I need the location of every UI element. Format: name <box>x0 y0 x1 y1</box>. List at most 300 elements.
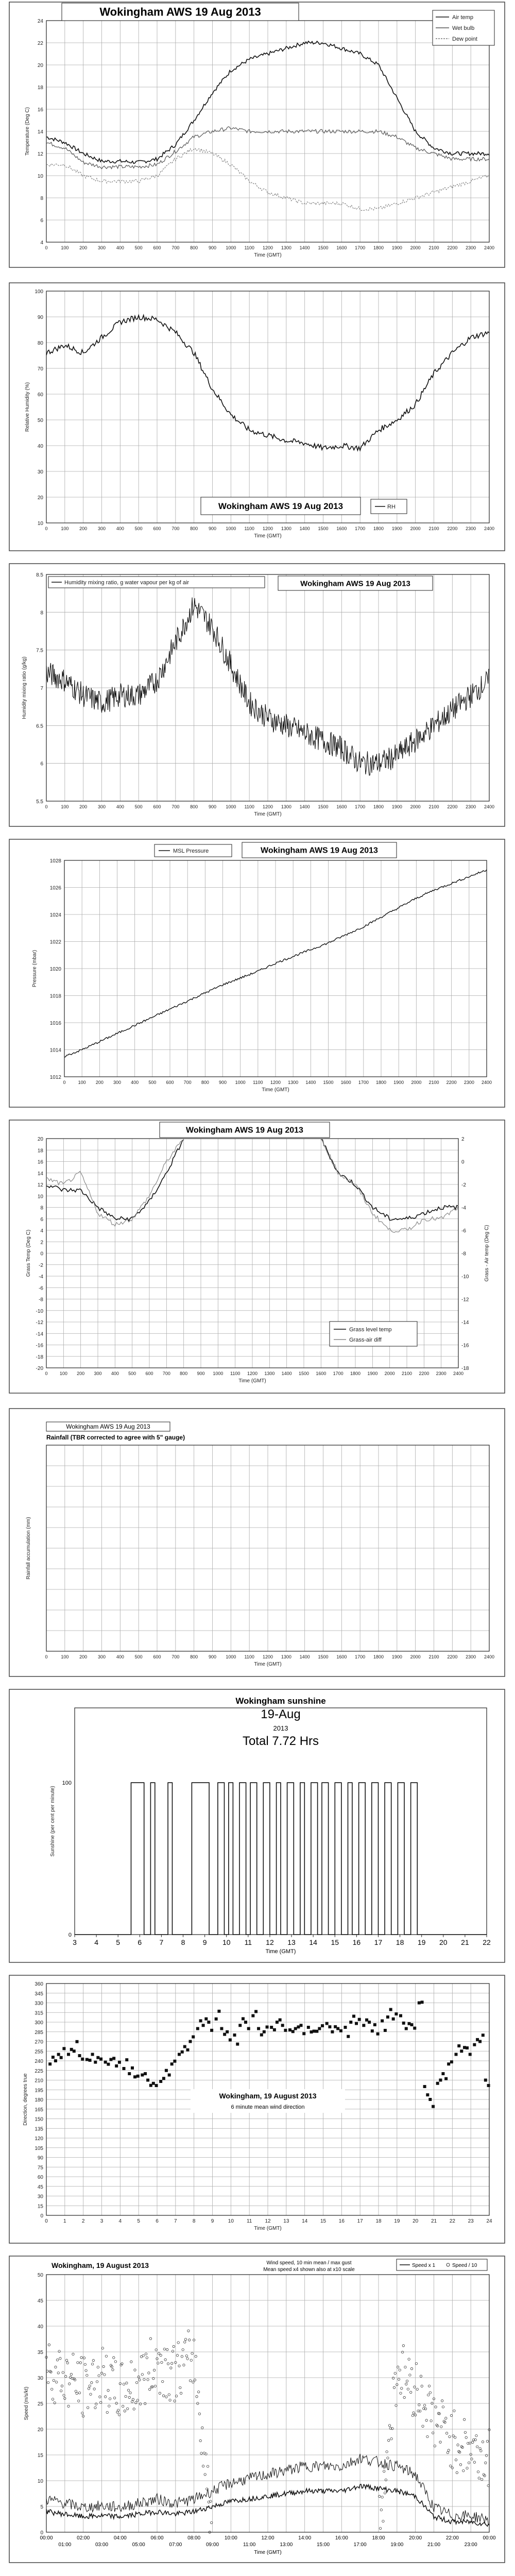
legend-label: Humidity mixing ratio, g water vapour per kg of air <box>64 580 190 586</box>
x-tick-label: 1600 <box>336 1654 347 1659</box>
x-tick-label: 2100 <box>428 526 439 531</box>
x-tick-label: 200 <box>79 245 88 250</box>
direction-point <box>328 2025 331 2028</box>
direction-point <box>381 2020 384 2023</box>
x-tick-label: 100 <box>61 526 69 531</box>
wind-direction-chart <box>0 1973 515 2246</box>
y-tick-label: 1020 <box>49 967 61 972</box>
x-tick-label: 12:00 <box>261 2535 274 2541</box>
x-tick-label: 9 <box>202 1938 207 1946</box>
direction-point <box>155 2084 158 2087</box>
y2-tick-label: -6 <box>461 1228 466 1234</box>
y-tick-label: 1022 <box>49 939 61 945</box>
direction-point <box>266 2025 269 2028</box>
x-tick-label: 1100 <box>244 804 254 809</box>
x-tick-label: 0 <box>45 526 48 531</box>
wind-speed-chart <box>0 2254 515 2566</box>
x-tick-label: 17:00 <box>353 2542 367 2548</box>
x-axis-label: Time (GMT) <box>265 1948 296 1955</box>
x-tick-label: 2000 <box>384 1371 395 1376</box>
x-tick-label: 2300 <box>466 245 476 250</box>
y-tick-label: 16 <box>37 107 43 113</box>
direction-point <box>487 2084 490 2087</box>
direction-point <box>331 2030 334 2033</box>
x-tick-label: 300 <box>113 1080 122 1085</box>
x-tick-label: 1900 <box>391 526 402 531</box>
x-tick-label: 500 <box>148 1080 157 1085</box>
x-tick-label: 1400 <box>299 245 310 250</box>
y-tick-label: 24 <box>37 19 43 24</box>
legend-label: Grass level temp <box>349 1327 392 1333</box>
x-tick-label: 900 <box>208 526 217 531</box>
y-tick-label: 12 <box>37 151 43 157</box>
direction-point <box>394 2012 398 2015</box>
direction-point <box>279 2019 282 2022</box>
direction-point <box>284 2029 287 2032</box>
x-axis-label: Time (GMT) <box>254 1662 282 1667</box>
x-tick-label: 1400 <box>281 1371 292 1376</box>
y-tick-label: 30 <box>37 2194 43 2200</box>
x-tick-label: 2100 <box>401 1371 413 1376</box>
x-tick-label: 21 <box>461 1938 469 1946</box>
x-tick-label: 900 <box>218 1080 227 1085</box>
direction-point <box>52 2056 55 2059</box>
x-tick-label: 2 <box>81 2218 85 2224</box>
y-tick-label: 10 <box>37 2479 43 2484</box>
y-tick-label: 0 <box>40 1251 43 1257</box>
y-tick-label: 18 <box>37 85 43 91</box>
y-tick-label: 8 <box>40 610 43 616</box>
x-tick-label: 1600 <box>336 526 347 531</box>
direction-point <box>349 2021 352 2024</box>
x-tick-label: 1000 <box>226 804 236 809</box>
direction-point <box>399 2014 402 2018</box>
direction-point <box>210 2029 213 2032</box>
y-tick-label: 15 <box>37 2453 43 2459</box>
x-tick-label: 1000 <box>235 1080 246 1085</box>
y2-tick-label: -16 <box>461 1343 469 1349</box>
y-tick-label: 18 <box>37 1148 43 1154</box>
x-tick-label: 1100 <box>230 1371 241 1376</box>
y-tick-label: 1028 <box>49 858 61 864</box>
chart-title: Wokingham AWS 19 Aug 2013 <box>66 1423 150 1430</box>
direction-point <box>181 2050 184 2054</box>
y-tick-label: 5 <box>40 2504 43 2510</box>
x-tick-label: 09:00 <box>205 2542 219 2548</box>
y-tick-label: 1018 <box>49 993 61 999</box>
y2-tick-label: -10 <box>461 1274 469 1280</box>
x-tick-label: 300 <box>97 804 106 809</box>
x-tick-label: 600 <box>166 1080 174 1085</box>
x-tick-label: 19 <box>394 2218 400 2224</box>
x-tick-label: 1900 <box>391 245 402 250</box>
direction-point <box>162 2077 165 2080</box>
x-tick-label: 1300 <box>264 1371 275 1376</box>
y-tick-label: 285 <box>35 2029 43 2036</box>
direction-point <box>418 2002 421 2005</box>
x-tick-label: 1600 <box>316 1371 327 1376</box>
x-tick-label: 2200 <box>447 804 458 809</box>
direction-point <box>368 2021 371 2024</box>
x-tick-label: 1900 <box>367 1371 378 1376</box>
direction-point <box>244 2021 247 2024</box>
x-tick-label: 2400 <box>484 526 495 531</box>
y-tick-label: 8.5 <box>36 572 43 578</box>
y-tick-label: 40 <box>37 2324 43 2330</box>
x-tick-label: 300 <box>97 526 106 531</box>
y-tick-label: 7.5 <box>36 648 43 654</box>
legend-label: RH <box>387 504 396 510</box>
y2-tick-label: -18 <box>461 1366 469 1371</box>
chart-title: Wokingham, 19 August 2013 <box>52 2261 149 2269</box>
x-tick-label: 2000 <box>411 1080 422 1085</box>
y-tick-label: 345 <box>35 1991 43 1997</box>
direction-point <box>207 2021 210 2024</box>
direction-point <box>199 2019 202 2022</box>
direction-point <box>413 2027 416 2030</box>
y2-axis-label: Grass - Air temp (Deg C) <box>484 1225 490 1282</box>
direction-point <box>48 2062 52 2065</box>
x-tick-label: 8 <box>192 2218 196 2224</box>
x-tick-label: 12 <box>266 1938 274 1946</box>
x-tick-label: 200 <box>79 804 88 809</box>
x-tick-label: 1700 <box>355 526 366 531</box>
x-tick-label: 1400 <box>305 1080 316 1085</box>
x-tick-label: 22 <box>483 1938 491 1946</box>
direction-point <box>421 2001 424 2004</box>
direction-point <box>94 2061 97 2064</box>
y-tick-label: 165 <box>35 2107 43 2113</box>
direction-point <box>281 2024 284 2027</box>
y-tick-label: 45 <box>37 2298 43 2304</box>
x-tick-label: 1200 <box>247 1371 258 1376</box>
direction-point <box>183 2045 186 2048</box>
direction-point <box>220 2027 223 2030</box>
y-tick-label: 25 <box>37 2401 43 2407</box>
chart-title: Wokingham AWS 19 Aug 2013 <box>300 579 410 588</box>
direction-point <box>118 2061 121 2064</box>
x-tick-label: 400 <box>111 1371 119 1376</box>
chart-title: Wokingham AWS 19 Aug 2013 <box>99 5 261 19</box>
x-tick-label: 17 <box>374 1938 383 1946</box>
panel-frame <box>9 839 505 1107</box>
x-tick-label: 1200 <box>270 1080 281 1085</box>
x-tick-label: 800 <box>190 804 198 809</box>
chart-note: Wind speed, 10 min mean / max gust <box>266 2260 352 2266</box>
legend-label: Speed x 1 <box>412 2263 436 2268</box>
y-tick-label: 80 <box>37 341 43 346</box>
y-tick-label: 90 <box>37 315 43 320</box>
x-tick-label: 8 <box>181 1938 185 1946</box>
direction-point <box>352 2014 355 2018</box>
x-tick-label: 14 <box>309 1938 317 1946</box>
x-tick-label: 2400 <box>484 804 495 809</box>
direction-point <box>339 2029 342 2032</box>
x-tick-label: 1500 <box>318 526 329 531</box>
x-tick-label: 1200 <box>262 1654 273 1659</box>
y2-tick-label: 2 <box>461 1137 465 1142</box>
x-tick-label: 3 <box>73 1938 77 1946</box>
y-tick-label: 20 <box>37 2427 43 2433</box>
x-tick-label: 6 <box>138 1938 142 1946</box>
x-tick-label: 13:00 <box>280 2542 293 2548</box>
direction-point <box>376 2032 380 2036</box>
direction-point <box>402 2022 405 2025</box>
direction-point <box>389 2008 392 2011</box>
x-tick-label: 2100 <box>428 245 439 250</box>
x-tick-label: 800 <box>201 1080 209 1085</box>
x-tick-label: 4 <box>94 1938 99 1946</box>
x-tick-label: 08:00 <box>187 2535 201 2541</box>
x-tick-label: 1700 <box>355 804 366 809</box>
x-tick-label: 1800 <box>373 526 384 531</box>
direction-point <box>173 2060 176 2063</box>
direction-point <box>386 2015 389 2019</box>
x-tick-label: 1200 <box>262 245 273 250</box>
x-tick-label: 2300 <box>464 1080 474 1085</box>
direction-point <box>307 2026 310 2029</box>
x-tick-label: 1700 <box>333 1371 344 1376</box>
x-tick-label: 800 <box>180 1371 188 1376</box>
x-tick-label: 500 <box>134 1654 143 1659</box>
y-tick-label: 20 <box>37 63 43 69</box>
x-tick-label: 1 <box>63 2218 66 2224</box>
direction-point <box>318 2027 321 2030</box>
x-tick-label: 1000 <box>213 1371 224 1376</box>
chart-title: Wokingham sunshine <box>235 1696 326 1706</box>
y-tick-label: 60 <box>37 392 43 398</box>
x-tick-label: 00:00 <box>40 2535 53 2541</box>
y-tick-label: 105 <box>35 2145 43 2151</box>
x-axis-label: Time (GMT) <box>254 252 282 258</box>
y-tick-label: 1016 <box>49 1021 61 1026</box>
x-tick-label: 1100 <box>244 245 254 250</box>
x-tick-label: 05:00 <box>132 2542 145 2548</box>
x-tick-label: 100 <box>61 245 69 250</box>
direction-point <box>466 2046 469 2049</box>
x-tick-label: 2000 <box>410 526 421 531</box>
direction-point <box>473 2043 476 2046</box>
chart-note: Mean speed x4 shown also at x10 scale <box>263 2267 355 2273</box>
x-tick-label: 200 <box>79 526 88 531</box>
x-tick-label: 300 <box>94 1371 102 1376</box>
y-tick-label: 40 <box>37 444 43 449</box>
legend-label: Air temp <box>452 14 473 21</box>
x-tick-label: 2200 <box>447 526 458 531</box>
x-tick-label: 0 <box>45 2218 48 2224</box>
direction-point <box>73 2049 76 2053</box>
x-tick-label: 5 <box>137 2218 140 2224</box>
y-tick-label: -10 <box>36 1308 43 1314</box>
x-tick-label: 1500 <box>318 245 329 250</box>
x-tick-label: 1500 <box>318 804 329 809</box>
x-tick-label: 700 <box>171 1654 180 1659</box>
pressure-chart <box>0 837 515 1110</box>
y-tick-label: 1024 <box>49 912 61 918</box>
x-tick-label: 15:00 <box>316 2542 330 2548</box>
x-tick-label: 00:00 <box>483 2535 496 2541</box>
y2-tick-label: -14 <box>461 1320 469 1326</box>
x-tick-label: 7 <box>174 2218 177 2224</box>
y-tick-label: 20 <box>37 1137 43 1142</box>
direction-point <box>229 2038 232 2041</box>
direction-point <box>373 2023 376 2026</box>
direction-point <box>260 2033 263 2037</box>
x-tick-label: 1300 <box>281 526 291 531</box>
y-tick-label: -20 <box>36 1366 43 1371</box>
y-tick-label: 330 <box>35 2001 43 2007</box>
x-axis-label: Time (GMT) <box>254 811 282 817</box>
x-tick-label: 6 <box>156 2218 159 2224</box>
x-tick-label: 1700 <box>355 245 366 250</box>
direction-point <box>131 2066 134 2070</box>
direction-point <box>371 2029 374 2032</box>
x-tick-label: 0 <box>63 1080 66 1085</box>
x-tick-label: 0 <box>45 1654 48 1659</box>
x-tick-label: 700 <box>171 526 180 531</box>
direction-point <box>313 2030 316 2033</box>
y-tick-label: 10 <box>37 174 43 179</box>
y-tick-label: 30 <box>37 469 43 475</box>
y-tick-label: 150 <box>35 2116 43 2123</box>
direction-point <box>325 2022 329 2025</box>
x-tick-label: 13 <box>283 2218 289 2224</box>
direction-point <box>54 2059 57 2062</box>
direction-point <box>355 2022 358 2025</box>
direction-point <box>478 2040 482 2043</box>
y-tick-label: 255 <box>35 2049 43 2055</box>
y-axis-label: Sunshine (per cent per minute) <box>50 1786 56 1857</box>
y-tick-label: 10 <box>37 1194 43 1200</box>
y-tick-label: 6.5 <box>36 723 43 730</box>
direction-point <box>62 2047 65 2050</box>
x-tick-label: 1900 <box>391 1654 402 1659</box>
direction-point <box>78 2054 81 2057</box>
x-tick-label: 2300 <box>466 804 476 809</box>
direction-point <box>75 2040 78 2043</box>
direction-point <box>336 2027 339 2030</box>
y-axis-label: Humidity mixing ratio (g/kg) <box>22 656 27 719</box>
direction-point <box>347 2035 350 2038</box>
x-tick-label: 400 <box>116 804 124 809</box>
x-tick-label: 1100 <box>253 1080 263 1085</box>
direction-point <box>344 2026 347 2029</box>
direction-point <box>189 2040 192 2043</box>
grass-temp-chart <box>0 1118 515 1396</box>
y2-tick-label: -12 <box>461 1297 469 1303</box>
x-axis-label: Time (GMT) <box>254 2226 282 2231</box>
y-tick-label: 14 <box>37 129 43 135</box>
x-tick-label: 15 <box>320 2218 327 2224</box>
x-axis-label: Time (GMT) <box>254 533 282 539</box>
y-tick-label: -12 <box>36 1320 43 1326</box>
x-tick-label: 700 <box>171 804 180 809</box>
y-tick-label: 15 <box>37 2204 43 2210</box>
x-tick-label: 1300 <box>288 1080 299 1085</box>
x-tick-label: 07:00 <box>169 2542 182 2548</box>
x-tick-label: 1900 <box>391 804 402 809</box>
x-tick-label: 600 <box>153 245 161 250</box>
y-tick-label: 6 <box>40 761 43 767</box>
humidity-chart <box>0 281 515 554</box>
x-tick-label: 9 <box>211 2218 214 2224</box>
x-tick-label: 600 <box>145 1371 153 1376</box>
y-axis-label: Relative Humidity (%) <box>25 382 30 432</box>
direction-point <box>81 2058 84 2061</box>
x-tick-label: 500 <box>134 526 143 531</box>
y-tick-label: 6 <box>40 1216 43 1223</box>
y-tick-label: 195 <box>35 2088 43 2094</box>
panel-frame <box>9 2 505 267</box>
x-tick-label: 20 <box>439 1938 448 1946</box>
y-tick-label: -16 <box>36 1343 43 1349</box>
x-tick-label: 2200 <box>446 1080 457 1085</box>
x-tick-label: 100 <box>61 804 69 809</box>
direction-point <box>455 2053 458 2056</box>
direction-point <box>300 2024 303 2027</box>
x-tick-label: 24 <box>486 2218 492 2224</box>
legend-label: Dew point <box>452 36 477 42</box>
direction-point <box>444 2077 448 2080</box>
direction-point <box>60 2056 63 2059</box>
x-tick-label: 100 <box>78 1080 86 1085</box>
x-tick-label: 18 <box>396 1938 404 1946</box>
x-tick-label: 400 <box>116 526 124 531</box>
y-tick-label: 90 <box>37 2155 43 2161</box>
x-tick-label: 1300 <box>281 804 291 809</box>
y-tick-label: 0 <box>40 2213 43 2219</box>
x-tick-label: 7 <box>159 1938 164 1946</box>
direction-point <box>447 2062 450 2065</box>
x-tick-label: 03:00 <box>95 2542 109 2548</box>
direction-point <box>257 2027 260 2030</box>
x-tick-label: 13 <box>287 1938 296 1946</box>
direction-point <box>276 2021 279 2024</box>
panel-frame <box>9 1409 505 1676</box>
x-tick-label: 1500 <box>298 1371 310 1376</box>
direction-point <box>263 2030 266 2033</box>
x-tick-label: 0 <box>45 245 48 250</box>
x-tick-label: 22:00 <box>445 2535 459 2541</box>
direction-point <box>251 2014 254 2018</box>
x-tick-label: 1000 <box>226 1654 236 1659</box>
x-tick-label: 1300 <box>281 1654 291 1659</box>
direction-point <box>144 2072 147 2075</box>
direction-point <box>238 2024 242 2027</box>
direction-point <box>128 2072 131 2075</box>
y-tick-label: 12 <box>37 1182 43 1188</box>
x-tick-label: 14 <box>302 2218 308 2224</box>
y2-tick-label: -2 <box>461 1182 466 1188</box>
y-tick-label: -6 <box>39 1285 43 1292</box>
x-tick-label: 5 <box>116 1938 121 1946</box>
direction-point <box>196 2027 199 2030</box>
direction-point <box>165 2069 168 2072</box>
y-tick-label: 35 <box>37 2350 43 2355</box>
x-tick-label: 2400 <box>481 1080 492 1085</box>
direction-point <box>57 2053 60 2056</box>
x-tick-label: 2000 <box>410 1654 421 1659</box>
x-tick-label: 300 <box>97 1654 106 1659</box>
x-tick-label: 500 <box>128 1371 136 1376</box>
x-tick-label: 2400 <box>484 245 495 250</box>
x-tick-label: 2100 <box>428 1080 439 1085</box>
direction-point <box>146 2079 149 2082</box>
direction-point <box>242 2017 245 2020</box>
x-tick-label: 900 <box>208 245 217 250</box>
x-tick-label: 1400 <box>299 1654 310 1659</box>
y-tick-label: 14 <box>37 1171 43 1177</box>
